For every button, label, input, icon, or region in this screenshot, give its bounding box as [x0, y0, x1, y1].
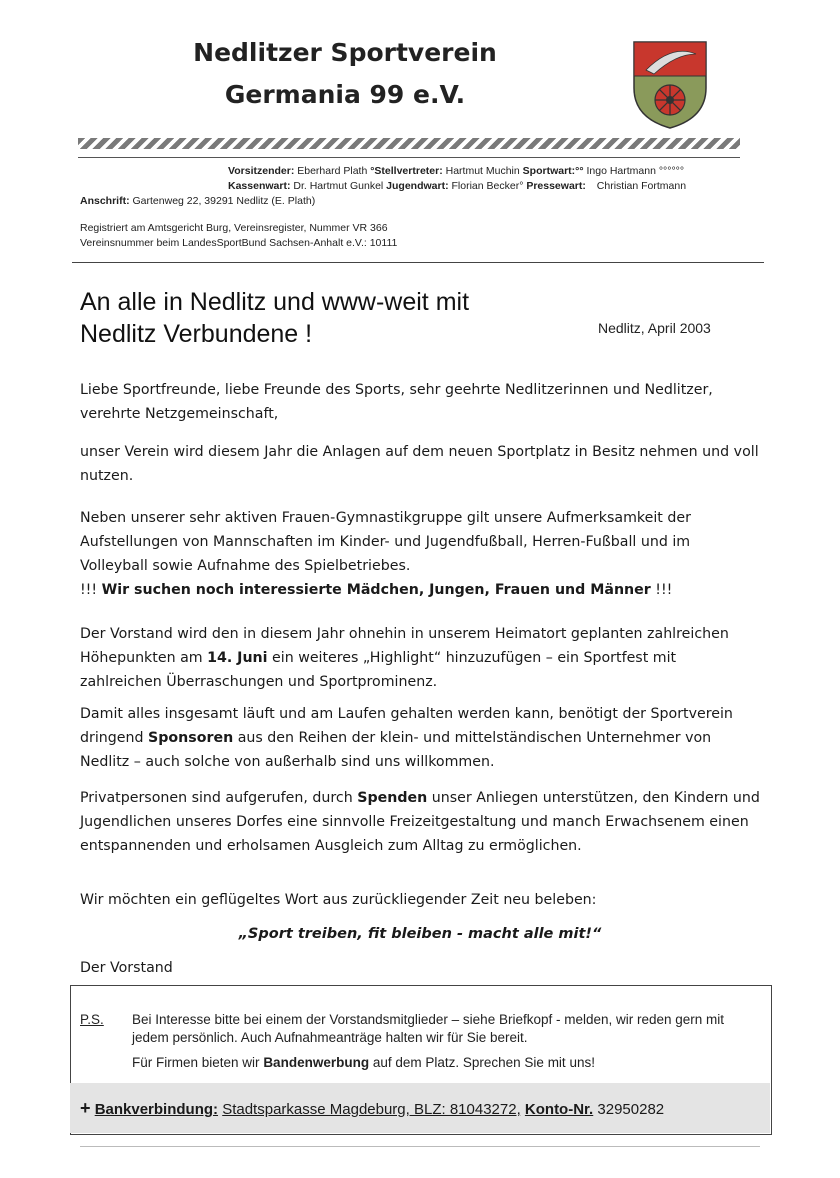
- sport-name: Ingo Hartmann °°°°°°: [586, 165, 685, 177]
- paragraph-3: [80, 622, 760, 694]
- header-divider: [78, 157, 740, 158]
- registry-line-2: Vereinsnummer beim LandesSportBund Sachsen-Anhalt e.V.: 10111: [80, 237, 398, 249]
- letter-heading-line1: An alle in Nedlitz und www-weit mit: [80, 288, 470, 316]
- board-line-2: [228, 180, 686, 192]
- bank-label: Bankverbindung:: [94, 1101, 219, 1118]
- paragraph-1: [80, 440, 760, 488]
- ps-text-2a: Für Firmen bieten wir: [132, 1055, 260, 1070]
- signature-text: Der Vorstand: [80, 960, 173, 976]
- paragraph-5: [80, 786, 760, 858]
- press-name: Christian Fortmann: [596, 180, 687, 192]
- chair-name: Eberhard Plath: [297, 165, 368, 177]
- chair-label: Vorsitzender:: [228, 165, 295, 177]
- board-line-1: [228, 165, 684, 177]
- salutation-text: Liebe Sportfreunde, liebe Freunde des Sports, sehr geehrte Nedlitzerinnen und Nedlitzer, verehrte Netzgemeinschaft,: [80, 382, 713, 422]
- ps-text-2b: auf dem Platz. Sprechen Sie mit uns!: [372, 1055, 595, 1070]
- marks-right: !!!: [655, 582, 673, 598]
- banner-ads-highlight: Bandenwerbung: [263, 1055, 370, 1070]
- youth-label: Jugendwart:: [386, 180, 449, 192]
- address-line: [80, 195, 315, 207]
- paragraph-4-text-b: aus den Reihen der klein- und mittelständischen Unternehmer von Nedlitz – auch solche von außerhalb sind uns willkommen.: [80, 730, 712, 770]
- letter-date: Nedlitz, April 2003: [598, 320, 711, 336]
- club-crest: [632, 40, 708, 130]
- header-hatched-bar: [78, 138, 740, 149]
- paragraph-3-text-a: Der Vorstand wird den in diesem Jahr ohnehin in unserem Heimatort geplanten zahlreichen Höhepunkten am: [80, 626, 729, 666]
- signature: [80, 956, 760, 980]
- header-bottom-rule: [72, 262, 764, 263]
- deputy-name: Hartmut Muchin: [445, 165, 520, 177]
- club-name-line2: Germania 99 e.V.: [224, 80, 466, 109]
- account-label: Konto-Nr.: [524, 1101, 594, 1118]
- treasurer-name: Dr. Hartmut Gunkel: [293, 180, 384, 192]
- address-text: Gartenweg 22, 39291 Nedlitz (E. Plath): [132, 195, 316, 207]
- paragraph-5-text-b: unser Anliegen unterstützen, den Kindern und Jugendlichen unseres Dorfes eine sinnvolle Freizeitgestaltung und manch Erwachsenem einen entspannenden und erholsamen Ausgleich zum Alltag zu ermöglichen.: [80, 790, 760, 854]
- donations-highlight: Spenden: [357, 790, 428, 806]
- marks-left: !!!: [80, 582, 98, 598]
- slogan: „Sport treiben, fit bleiben - macht alle mit!“: [238, 926, 602, 942]
- deputy-label: °Stellvertreter:: [370, 165, 443, 177]
- paragraph-2-text: Neben unserer sehr aktiven Frauen-Gymnastikgruppe gilt unsere Aufmerksamkeit der Aufstellungen von Mannschaften im Kinder- und Jugendfußball, Herren-Fußball und im Volleyball sowie Aufnahme des Spielbetriebes.: [80, 510, 691, 574]
- address-label: Anschrift:: [80, 195, 130, 207]
- account-number: 32950282: [597, 1101, 665, 1118]
- registry-line-1: Registriert am Amtsgericht Burg, Vereinsregister, Nummer VR 366: [80, 222, 388, 234]
- paragraph-4-text-a: Damit alles insgesamt läuft und am Laufen gehalten werden kann, benötigt der Sportverein dringend: [80, 706, 733, 746]
- ps-text-1: Bei Interesse bitte bei einem der Vorstandsmitglieder – siehe Briefkopf - melden, wir reden gern mit jedem persönlich. Auch Aufnahmeanträge halten wir für Sie bereit.: [132, 1012, 725, 1045]
- event-date: 14. Juni: [207, 650, 268, 666]
- paragraph-6: [80, 888, 760, 912]
- salutation: [80, 378, 760, 426]
- bank-name: Stadtsparkasse Magdeburg, BLZ: 81043272,: [222, 1101, 521, 1118]
- letter-heading-line2: Nedlitz Verbundene !: [80, 320, 313, 348]
- paragraph-5-text-a: Privatpersonen sind aufgerufen, durch: [80, 790, 353, 806]
- footer-rule: [80, 1146, 760, 1147]
- club-name-line1: Nedlitzer Sportverein: [193, 38, 497, 67]
- paragraph-6-text: Wir möchten ein geflügeltes Wort aus zurückliegender Zeit neu beleben:: [80, 892, 597, 908]
- treasurer-label: Kassenwart:: [228, 180, 291, 192]
- sport-label: Sportwart:°°: [522, 165, 584, 177]
- paragraph-1-text: unser Verein wird diesem Jahr die Anlagen auf dem neuen Sportplatz in Besitz nehmen und voll nutzen.: [80, 444, 759, 484]
- ps-label: P.S.: [80, 1012, 104, 1027]
- cross-icon: +: [80, 1098, 91, 1118]
- youth-name: Florian Becker°: [451, 180, 524, 192]
- press-label: Pressewart:: [526, 180, 586, 192]
- ps-text-2: [132, 1054, 738, 1072]
- paragraph-4: [80, 702, 760, 774]
- sponsors-highlight: Sponsoren: [148, 730, 234, 746]
- paragraph-2: [80, 506, 760, 602]
- paragraph-3-text-b: ein weiteres „Highlight“ hinzuzufügen – ein Sportfest mit zahlreichen Überraschungen und Sportprominenz.: [80, 650, 677, 690]
- bank-line: [80, 1098, 664, 1119]
- paragraph-2-callout: Wir suchen noch interessierte Mädchen, Jungen, Frauen und Männer: [101, 582, 651, 598]
